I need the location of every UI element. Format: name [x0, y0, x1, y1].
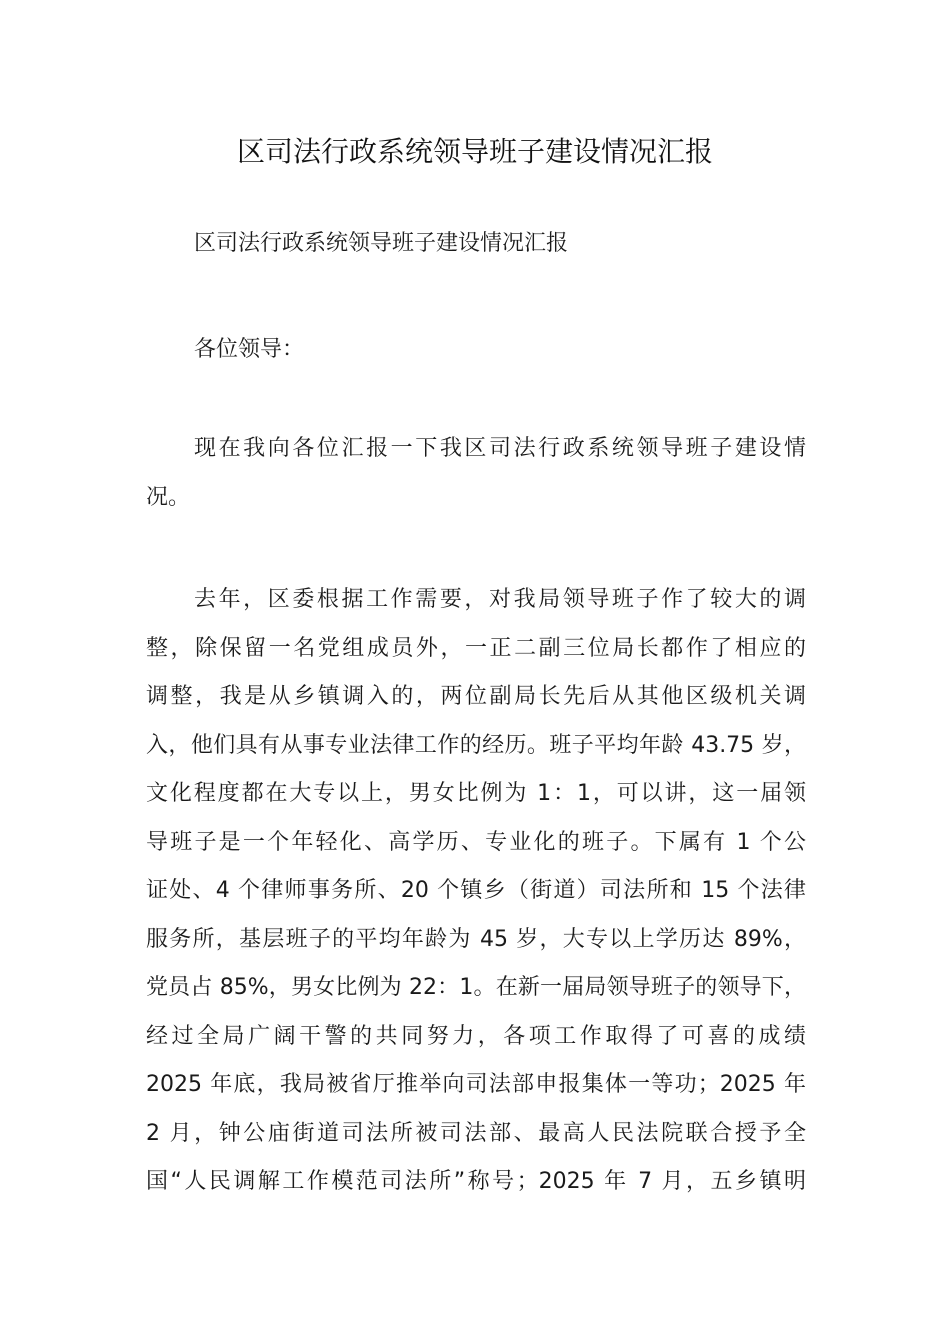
- paragraph-line: 各位领导：: [194, 337, 305, 362]
- paragraph-subtitle: [146, 220, 806, 269]
- paragraph-line: 党员占 85%，男女比例为 22：1。在新一届局领导班子的领导下，: [146, 975, 806, 1000]
- paragraph-intro: [146, 425, 806, 522]
- paragraph-line: 去年，区委根据工作需要，对我局领导班子作了较大的调: [194, 587, 806, 612]
- paragraph-line: 服务所，基层班子的平均年龄为 45 岁，大专以上学历达 89%，: [146, 926, 806, 952]
- paragraph-line: 国“人民调解工作模范司法所”称号；2025 年 7 月，五乡镇明: [146, 1169, 806, 1194]
- paragraph-line: 证处、4 个律师事务所、20 个镇乡（街道）司法所和 15 个法律: [146, 878, 806, 903]
- paragraph-line: 整，除保留一名党组成员外，一正二副三位局长都作了相应的: [146, 635, 806, 661]
- paragraph-main: [146, 576, 806, 1207]
- paragraph-line: 导班子是一个年轻化、高学历、专业化的班子。下属有 1 个公: [146, 829, 806, 855]
- paragraph-line: 2 月，钟公庙街道司法所被司法部、最高人民法院联合授予全: [146, 1120, 806, 1146]
- paragraph-line: 文化程度都在大专以上，男女比例为 1：1，可以讲，这一届领: [146, 781, 806, 806]
- paragraph-line: 区司法行政系统领导班子建设情况汇报: [194, 231, 569, 256]
- paragraph-salutation: [146, 326, 806, 375]
- paragraph-line: 入，他们具有从事专业法律工作的经历。班子平均年龄 43.75 岁，: [146, 732, 806, 758]
- paragraph-line: 现在我向各位汇报一下我区司法行政系统领导班子建设情: [194, 436, 806, 461]
- paragraph-line: 经过全局广阔干警的共同努力，各项工作取得了可喜的成绩: [146, 1023, 806, 1049]
- paragraph-line: 况。: [146, 484, 191, 510]
- document-title: 区司法行政系统领导班子建设情况汇报: [236, 135, 713, 168]
- paragraph-line: 调整，我是从乡镇调入的，两位副局长先后从其他区级机关调: [146, 684, 806, 709]
- paragraph-line: 2025 年底，我局被省厅推举向司法部申报集体一等功；2025 年: [146, 1072, 806, 1097]
